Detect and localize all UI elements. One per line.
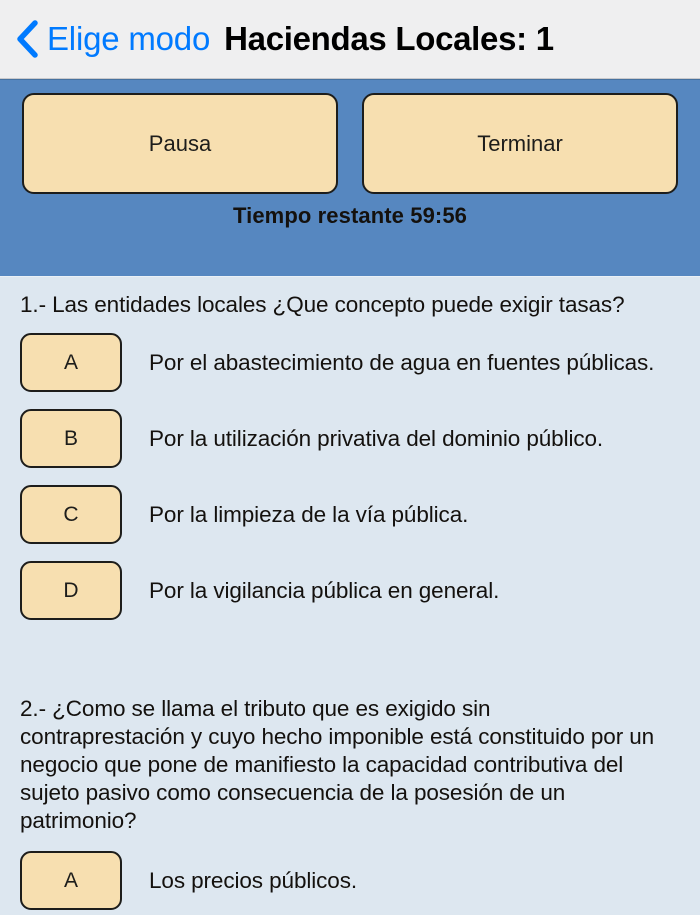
- answer-option-a-text: Los precios públicos.: [149, 867, 358, 893]
- answer-option-a-button[interactable]: A: [20, 851, 122, 910]
- answer-row[interactable]: [20, 333, 680, 392]
- back-label: Elige modo: [47, 20, 211, 57]
- question-block: [20, 277, 680, 620]
- quiz-question-list[interactable]: [0, 276, 700, 914]
- answer-option-c-button[interactable]: C: [20, 485, 122, 544]
- answer-option-b-text: Por la utilización privativa del dominio público.: [149, 425, 604, 451]
- answer-option-d-button[interactable]: D: [20, 561, 122, 620]
- back-button[interactable]: [16, 20, 210, 58]
- answer-row[interactable]: [20, 409, 680, 468]
- question-block: [20, 637, 680, 910]
- navigation-header: [0, 0, 700, 79]
- quiz-control-bar: [0, 79, 700, 276]
- chevron-left-icon: [16, 20, 38, 58]
- answer-row[interactable]: [20, 851, 680, 910]
- answer-option-b-button[interactable]: B: [20, 409, 122, 468]
- control-button-group: [22, 93, 678, 194]
- answer-option-a-text: Por el abastecimiento de agua en fuentes públicas.: [149, 349, 655, 375]
- finish-button[interactable]: Terminar: [362, 93, 678, 194]
- page-title: Haciendas Locales: 1: [224, 20, 554, 57]
- pause-button[interactable]: Pausa: [22, 93, 338, 194]
- question-text: 1.- Las entidades locales ¿Que concepto puede exigir tasas?: [20, 292, 625, 317]
- answer-option-d-text: Por la vigilancia pública en general.: [149, 577, 500, 603]
- question-text: 2.- ¿Como se llama el tributo que es exigido sin contraprestación y cuyo hecho imponible está constituido por un negocio que pone de manifiesto la capacidad contributiva del sujeto pasivo como consecuencia de la posesión de un patrimonio?: [20, 696, 655, 833]
- answer-row[interactable]: [20, 485, 680, 544]
- time-remaining-label: Tiempo restante 59:56: [232, 203, 467, 228]
- answer-row[interactable]: [20, 561, 680, 620]
- answer-option-c-text: Por la limpieza de la vía pública.: [149, 501, 469, 527]
- answer-option-a-button[interactable]: A: [20, 333, 122, 392]
